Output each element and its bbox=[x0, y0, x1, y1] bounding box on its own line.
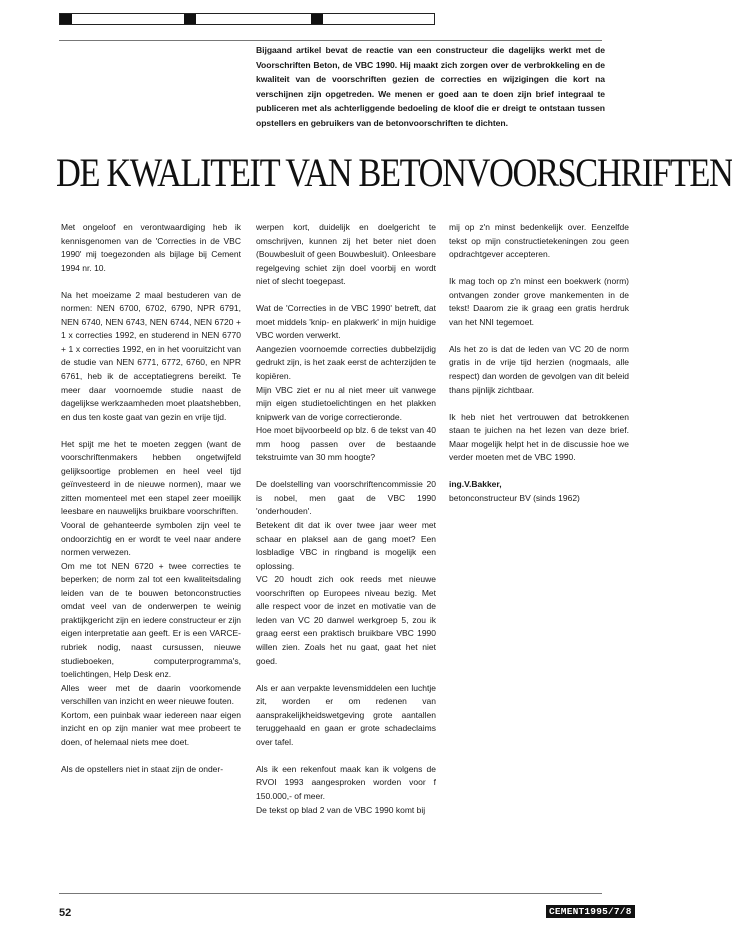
column-1 bbox=[61, 221, 241, 790]
column-2-paragraph: Aangezien voornoemde correcties dubbelzijdig gedrukt zijn, is het zaak eerst de achterzijden te kopiëren. bbox=[256, 343, 436, 382]
signature-role: betonconstructeur BV (sinds 1962) bbox=[449, 492, 580, 503]
column-1-paragraph: Als de opstellers niet in staat zijn de onder- bbox=[61, 763, 224, 774]
bottom-rule bbox=[59, 893, 602, 894]
intro-paragraph: Bijgaand artikel bevat de reactie van een constructeur die dagelijks werkt met de Voorschriften Beton, de VBC 1990. Hij maakt zich zorgen over de verbrokkeling en de kwaliteit van de voorschriften gezien de correcties en wijzigingen die kort na verschijnen zijn opgetreden. We menen er goed aan te doen zijn brief integraal te publiceren met als achterliggende bedoeling de kloof die er dreigt te ontstaan tussen opstellers en gebruikers van de betonvoorschriften te dichten. bbox=[256, 45, 605, 128]
column-2-paragraph: De doelstelling van voorschriftencommissie 20 is nobel, men gaat de VBC 1990 'onderhouden'. bbox=[256, 479, 436, 517]
column-1-paragraph: Vooral de gehanteerde symbolen zijn veel te ondoorzichtig en er wordt te veel naar andere normen verwezen. bbox=[61, 520, 241, 558]
column-1-paragraph: Kortom, een puinbak waar iedereen naar eigen inzicht en op zijn manier wat mee probeert te doen, of helemaal niets mee doet. bbox=[61, 709, 241, 747]
column-2-paragraph: Als er aan verpakte levensmiddelen een luchtje zit, worden er om redenen van aansprakelijkheidswetgeving grote aantallen teruggehaald en gaan er grote schadeclaims over tafel. bbox=[256, 682, 436, 747]
column-3-paragraph: Ik mag toch op z'n minst een boekwerk (norm) ontvangen zonder grove mankementen in de tekst! Daarom zie ik graag een gratis herdruk van het NNI tegemoet. bbox=[449, 276, 629, 327]
column-2-paragraph: Betekent dit dat ik over twee jaar weer met schaar en plaksel aan de gang moet? Een losbladige VBC in ringband is mogelijk een oplossing. bbox=[256, 520, 436, 571]
journal-reference: CEMENT1995/7/8 bbox=[546, 905, 635, 918]
column-1-paragraph: Het spijt me het te moeten zeggen (want de voorschriftenmakers hebben ongetwijfeld gelijksoortige problemen en heel veel tijd geïnvesteerd in de nieuwe normen), maar we zitten momenteel met een stapel zeer moeilijk leesbare en nauwelijks bruikbare voorschriften. bbox=[61, 438, 241, 517]
column-2-paragraph: werpen kort, duidelijk en doelgericht te omschrijven, kunnen zij het beter niet doen (Bouwbesluit of geen Bouwbesluit). Onleesbare regelgeving schiet zijn doel voorbij en wordt niet of slecht toegepast. bbox=[256, 222, 436, 287]
column-2 bbox=[256, 221, 436, 817]
column-1-paragraph: Alles weer met de daarin voorkomende verschillen van inzicht en weer nieuwe fouten. bbox=[61, 682, 241, 707]
top-decorative-bar bbox=[59, 13, 435, 25]
column-3-paragraph: Als het zo is dat de leden van VC 20 de norm gratis in de vrije tijd herzien (nogmaals, alle respect) dan worden de gevolgen van dit beleid thans pijnlijk zichtbaar. bbox=[449, 343, 629, 395]
signature-name: ing.V.Bakker, bbox=[449, 479, 502, 490]
article-title: DE KWALITEIT VAN BETONVOORSCHRIFTEN bbox=[56, 150, 732, 195]
top-rule bbox=[59, 40, 602, 41]
column-1-paragraph: Na het moeizame 2 maal bestuderen van de normen: NEN 6700, 6702, 6790, NPR 6791, NEN 6740, NEN 6743, NEN 6744, NEN 6720 + 1 x correcties 1992, en studerend in NEN 6770 + 1 x correcties 1992, en in het vooruitzicht van de studie van NEN 6771, 6772, 6760, en NPR 6761, heb ik de acceptatiegrens bereikt. Te meer daar voornoemde studie naast de dagelijkse werkzaamheden moet plaatshebben, en dus ten koste gaat van gezin en vrije tijd. bbox=[61, 289, 241, 422]
page-number: 52 bbox=[59, 907, 72, 919]
column-2-paragraph: Als ik een rekenfout maak kan ik volgens de RVOI 1993 aangesproken worden voor f 150.000,- of meer. bbox=[256, 763, 436, 801]
bar-block-2 bbox=[184, 14, 196, 24]
column-2-paragraph: Wat de 'Correcties in de VBC 1990' betreft, dat moet middels 'knip- en plakwerk' in mijn huidige VBC worden verwerkt. bbox=[256, 303, 436, 341]
column-1-paragraph: Met ongeloof en verontwaardiging heb ik kennisgenomen van de 'Correcties in de VBC 1990' mij toegezonden als bijlage bij Cement 1994 nr. 10. bbox=[61, 222, 241, 273]
bar-block-3 bbox=[311, 14, 323, 24]
bar-block-1 bbox=[60, 14, 72, 24]
column-3-paragraph: mij op z'n minst bedenkelijk over. Eenzelfde tekst op mijn constructietekeningen zou geen opdrachtgever accepteren. bbox=[449, 222, 629, 260]
column-1-paragraph: Om me tot NEN 6720 + twee correcties te beperken; de norm zal tot een kwaliteitsdaling leiden van de te bouwen betonconstructies omdat veel van de onderwerpen te weinig praktijkgericht zijn en iedere constructeur er zijn eigen interpretatie aan geeft. Er is een VARCE-rubriek nodig, naast cursussen, nieuwe studieboeken, computerprogramma's, toelichtingen, Help Desk enz. bbox=[61, 560, 241, 680]
column-2-paragraph: VC 20 houdt zich ook reeds met nieuwe voorschriften op Europees niveau bezig. Met alle respect voor de inzet en motivatie van de leden van VC 20 danwel werkgroep 5, zou ik graag eerst een praktisch bruikbare VBC 1990 willen zien. Zoals het nu gaat, gaat het niet goed. bbox=[256, 574, 436, 666]
column-2-paragraph: De tekst op blad 2 van de VBC 1990 komt bij bbox=[256, 804, 426, 815]
column-2-paragraph: Hoe moet bijvoorbeeld op blz. 6 de tekst van 40 mm hoog passen over de bestaande tekstruimte van 30 mm hoogte? bbox=[256, 425, 436, 463]
column-3-paragraph: Ik heb niet het vertrouwen dat betrokkenen staan te juichen na het lezen van deze brief. Maar mogelijk helpt het in de discussie hoe we verder moeten met de VBC 1990. bbox=[449, 411, 629, 463]
column-2-paragraph: Mijn VBC ziet er nu al niet meer uit vanwege mijn eigen studietoelichtingen en het plakken knipwerk van de vorige correctieronde. bbox=[256, 384, 436, 422]
column-3 bbox=[449, 221, 629, 505]
